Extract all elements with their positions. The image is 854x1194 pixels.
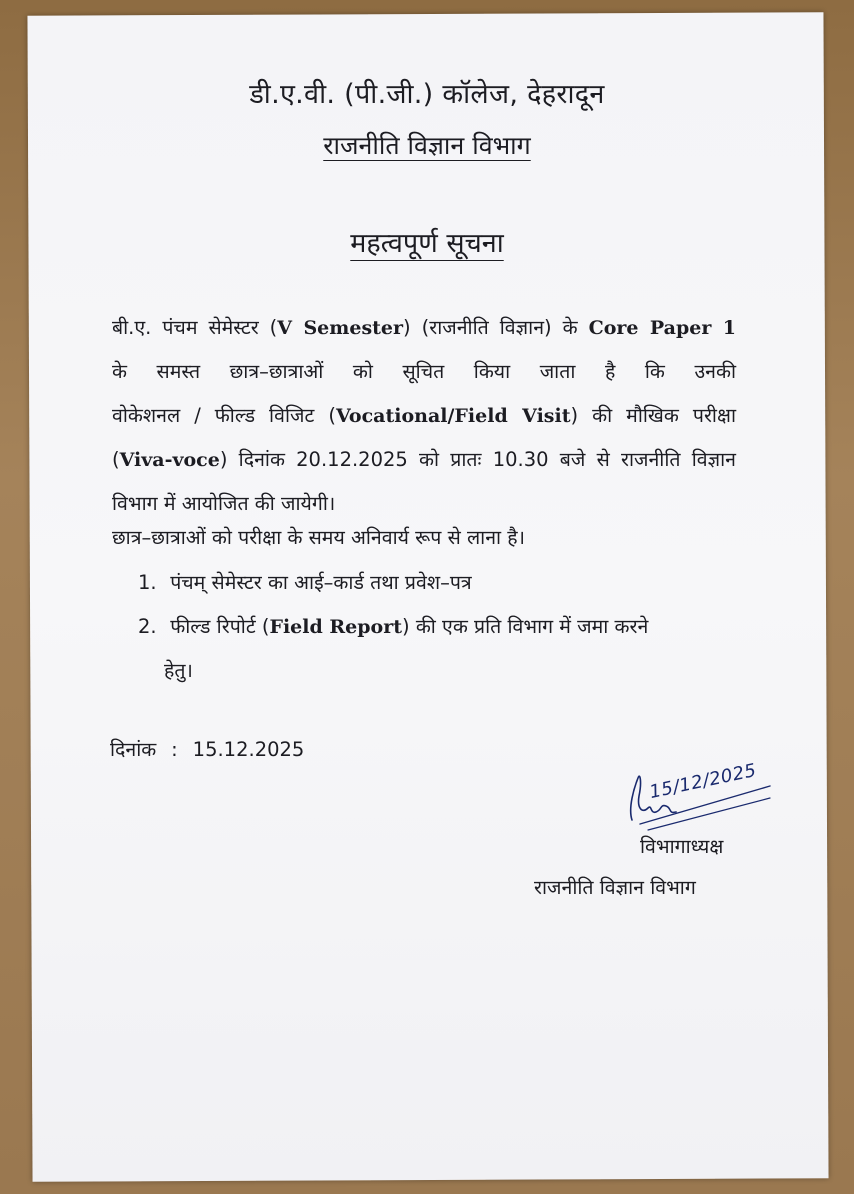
list-item <box>138 561 738 605</box>
list-item-text: ) की एक प्रति विभाग में जमा करने <box>402 615 649 638</box>
list-item-text: फील्ड रिपोर्ट ( <box>170 615 270 638</box>
notice-body <box>112 306 736 526</box>
body-text: बी.ए. पंचम सेमेस्टर ( <box>112 316 278 339</box>
body-text: वोकेशनल / फील्ड विजिट ( <box>112 404 336 427</box>
signatory-department: राजनीति विज्ञान विभाग <box>534 876 696 899</box>
college-name: डी.ए.वी. (पी.जी.) कॉलेज, देहरादून <box>249 79 605 110</box>
notice-title-text: महत्वपूर्ण सूचना <box>350 228 504 259</box>
body-line-2: के समस्त छात्र–छात्राओं को सूचित किया जाता है कि उनकी <box>112 360 736 383</box>
department-heading <box>0 128 854 162</box>
body-line-1 <box>112 306 736 350</box>
english-term: Viva-voce <box>119 449 220 471</box>
body-text: ) (राजनीति विज्ञान) के <box>403 316 589 339</box>
english-term: Vocational/Field Visit <box>335 405 571 427</box>
body-text: ) की मौखिक परीक्षा <box>570 404 737 427</box>
signatory-title: विभागाध्यक्ष <box>640 835 724 858</box>
date-separator: : <box>171 738 178 761</box>
signature-date: 15/12/2025 <box>647 759 759 803</box>
body-line-5: विभाग में आयोजित की जायेगी। <box>112 492 336 515</box>
body-text: ( <box>112 448 120 471</box>
list-item-text: पंचम् सेमेस्टर का आई–कार्ड तथा प्रवेश–पत्र <box>170 571 472 594</box>
list-number: 2. <box>138 615 157 638</box>
list-number: 1. <box>138 571 157 594</box>
body-text: ) दिनांक 20.12.2025 को प्रातः 10.30 बजे से राजनीति विज्ञान <box>219 448 736 471</box>
notice-title <box>0 223 854 260</box>
required-items-list <box>138 561 738 693</box>
english-term: Field Report <box>269 616 403 638</box>
department-heading-text: राजनीति विज्ञान विभाग <box>323 131 531 160</box>
instruction-line: छात्र–छात्राओं को परीक्षा के समय अनिवार्य रूप से लाना है। <box>112 526 526 549</box>
body-line-4 <box>112 438 736 482</box>
body-line-3 <box>112 394 736 438</box>
english-term: Core Paper 1 <box>588 317 736 339</box>
date-value: 15.12.2025 <box>192 738 305 761</box>
list-item <box>138 605 738 649</box>
date-label: दिनांक <box>110 738 157 761</box>
date-line <box>110 735 304 762</box>
list-item-continuation: हेतु। <box>164 659 193 682</box>
english-term: V Semester <box>277 317 404 339</box>
